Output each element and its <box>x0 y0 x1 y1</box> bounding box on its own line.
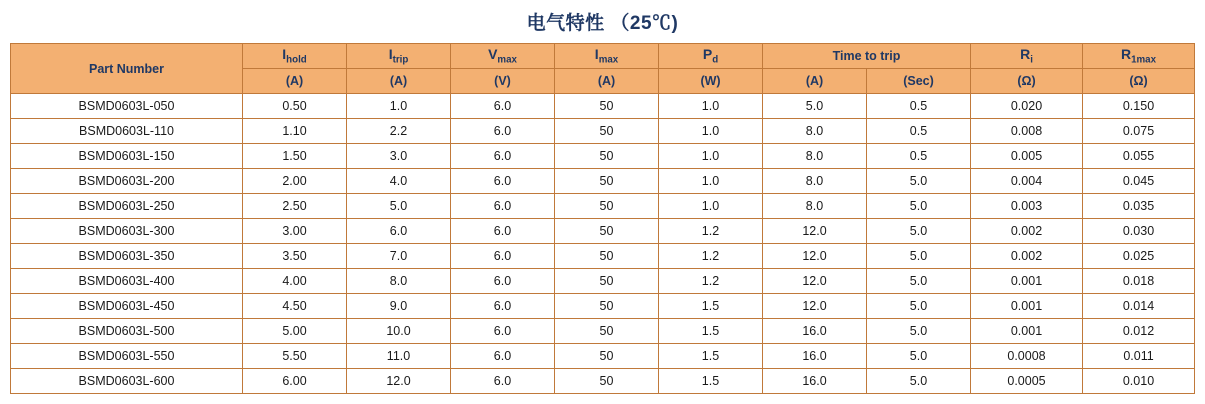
table-row <box>11 194 1195 219</box>
table-row <box>11 269 1195 294</box>
unit-vmax: (V) <box>451 69 555 94</box>
cell-tta: 8.0 <box>763 169 867 194</box>
cell-vmax: 6.0 <box>451 144 555 169</box>
column-header-time-to-trip: Time to trip <box>763 44 971 69</box>
cell-part: BSMD0603L-350 <box>11 244 243 269</box>
cell-ttb: 5.0 <box>867 219 971 244</box>
page-title: 电气特性 （25℃) <box>526 13 679 34</box>
column-header-imax <box>555 44 659 69</box>
cell-vmax: 6.0 <box>451 294 555 319</box>
cell-imax: 50 <box>555 344 659 369</box>
cell-pd: 1.2 <box>659 219 763 244</box>
cell-ihold: 3.50 <box>243 244 347 269</box>
table-row <box>11 344 1195 369</box>
cell-ri: 0.001 <box>971 294 1083 319</box>
pd-symbol: P <box>702 46 713 63</box>
cell-ihold: 3.00 <box>243 219 347 244</box>
cell-imax: 50 <box>555 219 659 244</box>
unit-r1max: (Ω) <box>1083 69 1195 94</box>
cell-itrip: 5.0 <box>347 194 451 219</box>
cell-imax: 50 <box>555 144 659 169</box>
cell-ttb: 5.0 <box>867 194 971 219</box>
unit-itrip: (A) <box>347 69 451 94</box>
pd-subscript: d <box>712 54 719 66</box>
table-row <box>11 319 1195 344</box>
cell-part: BSMD0603L-600 <box>11 369 243 394</box>
cell-ttb: 5.0 <box>867 369 971 394</box>
table-row <box>11 369 1195 394</box>
cell-ihold: 4.00 <box>243 269 347 294</box>
ri-symbol: R <box>1020 46 1031 63</box>
cell-vmax: 6.0 <box>451 344 555 369</box>
cell-ttb: 0.5 <box>867 144 971 169</box>
itrip-symbol: I <box>388 46 393 63</box>
cell-imax: 50 <box>555 194 659 219</box>
cell-pd: 1.2 <box>659 269 763 294</box>
cell-imax: 50 <box>555 294 659 319</box>
table-row <box>11 119 1195 144</box>
cell-r1max: 0.012 <box>1083 319 1195 344</box>
cell-r1max: 0.075 <box>1083 119 1195 144</box>
cell-r1max: 0.035 <box>1083 194 1195 219</box>
vmax-subscript: max <box>497 54 517 66</box>
cell-tta: 16.0 <box>763 369 867 394</box>
cell-vmax: 6.0 <box>451 244 555 269</box>
cell-part: BSMD0603L-050 <box>11 94 243 119</box>
cell-pd: 1.5 <box>659 294 763 319</box>
cell-part: BSMD0603L-500 <box>11 319 243 344</box>
cell-ri: 0.001 <box>971 269 1083 294</box>
cell-itrip: 12.0 <box>347 369 451 394</box>
cell-itrip: 9.0 <box>347 294 451 319</box>
unit-time-to-trip-seconds: (Sec) <box>867 69 971 94</box>
cell-vmax: 6.0 <box>451 219 555 244</box>
column-header-r1max <box>1083 44 1195 69</box>
cell-ttb: 5.0 <box>867 294 971 319</box>
cell-ri: 0.003 <box>971 194 1083 219</box>
column-header-ihold <box>243 44 347 69</box>
cell-pd: 1.2 <box>659 244 763 269</box>
column-header-ri <box>971 44 1083 69</box>
cell-itrip: 2.2 <box>347 119 451 144</box>
cell-ihold: 4.50 <box>243 294 347 319</box>
cell-tta: 5.0 <box>763 94 867 119</box>
table-head <box>11 44 1195 94</box>
cell-tta: 16.0 <box>763 344 867 369</box>
cell-r1max: 0.150 <box>1083 94 1195 119</box>
cell-part: BSMD0603L-450 <box>11 294 243 319</box>
cell-imax: 50 <box>555 244 659 269</box>
cell-tta: 12.0 <box>763 269 867 294</box>
cell-pd: 1.0 <box>659 94 763 119</box>
cell-ttb: 5.0 <box>867 244 971 269</box>
cell-vmax: 6.0 <box>451 269 555 294</box>
cell-ttb: 5.0 <box>867 344 971 369</box>
ri-subscript: i <box>1030 54 1033 66</box>
cell-part: BSMD0603L-300 <box>11 219 243 244</box>
cell-imax: 50 <box>555 269 659 294</box>
column-header-pd <box>659 44 763 69</box>
cell-ihold: 2.50 <box>243 194 347 219</box>
cell-pd: 1.5 <box>659 344 763 369</box>
cell-ri: 0.020 <box>971 94 1083 119</box>
cell-ttb: 5.0 <box>867 169 971 194</box>
cell-ri: 0.002 <box>971 219 1083 244</box>
table-row <box>11 244 1195 269</box>
cell-r1max: 0.025 <box>1083 244 1195 269</box>
cell-tta: 12.0 <box>763 219 867 244</box>
cell-vmax: 6.0 <box>451 119 555 144</box>
cell-ihold: 1.50 <box>243 144 347 169</box>
cell-itrip: 11.0 <box>347 344 451 369</box>
ihold-symbol: I <box>282 46 287 63</box>
cell-ihold: 2.00 <box>243 169 347 194</box>
cell-tta: 8.0 <box>763 194 867 219</box>
cell-imax: 50 <box>555 369 659 394</box>
cell-pd: 1.5 <box>659 369 763 394</box>
cell-part: BSMD0603L-250 <box>11 194 243 219</box>
cell-itrip: 10.0 <box>347 319 451 344</box>
cell-itrip: 8.0 <box>347 269 451 294</box>
column-header-part-number: Part Number <box>11 44 243 94</box>
table-body <box>11 94 1195 394</box>
unit-time-to-trip-current: (A) <box>763 69 867 94</box>
imax-subscript: max <box>598 54 619 66</box>
cell-tta: 12.0 <box>763 244 867 269</box>
table-row <box>11 169 1195 194</box>
unit-imax: (A) <box>555 69 659 94</box>
vmax-symbol: V <box>488 46 498 63</box>
cell-ihold: 6.00 <box>243 369 347 394</box>
cell-tta: 12.0 <box>763 294 867 319</box>
cell-part: BSMD0603L-110 <box>11 119 243 144</box>
r1max-symbol: R <box>1120 46 1132 63</box>
cell-vmax: 6.0 <box>451 369 555 394</box>
table-row <box>11 94 1195 119</box>
cell-ri: 0.008 <box>971 119 1083 144</box>
cell-pd: 1.0 <box>659 169 763 194</box>
cell-vmax: 6.0 <box>451 319 555 344</box>
cell-ttb: 5.0 <box>867 269 971 294</box>
cell-r1max: 0.045 <box>1083 169 1195 194</box>
unit-pd: (W) <box>659 69 763 94</box>
cell-r1max: 0.018 <box>1083 269 1195 294</box>
cell-imax: 50 <box>555 169 659 194</box>
cell-r1max: 0.011 <box>1083 344 1195 369</box>
cell-itrip: 6.0 <box>347 219 451 244</box>
cell-imax: 50 <box>555 119 659 144</box>
cell-ttb: 0.5 <box>867 94 971 119</box>
column-header-itrip <box>347 44 451 69</box>
cell-ttb: 5.0 <box>867 319 971 344</box>
cell-r1max: 0.010 <box>1083 369 1195 394</box>
cell-ri: 0.0008 <box>971 344 1083 369</box>
cell-tta: 16.0 <box>763 319 867 344</box>
cell-pd: 1.0 <box>659 119 763 144</box>
cell-ihold: 0.50 <box>243 94 347 119</box>
cell-part: BSMD0603L-150 <box>11 144 243 169</box>
cell-vmax: 6.0 <box>451 194 555 219</box>
cell-tta: 8.0 <box>763 144 867 169</box>
header-row-symbols <box>11 44 1195 69</box>
table-row <box>11 294 1195 319</box>
cell-itrip: 3.0 <box>347 144 451 169</box>
table-row <box>11 219 1195 244</box>
cell-tta: 8.0 <box>763 119 867 144</box>
unit-ri: (Ω) <box>971 69 1083 94</box>
cell-ihold: 5.50 <box>243 344 347 369</box>
cell-r1max: 0.055 <box>1083 144 1195 169</box>
column-header-vmax <box>451 44 555 69</box>
r1max-subscript: 1max <box>1131 54 1157 66</box>
cell-ihold: 5.00 <box>243 319 347 344</box>
cell-pd: 1.0 <box>659 194 763 219</box>
cell-ttb: 0.5 <box>867 119 971 144</box>
cell-ri: 0.001 <box>971 319 1083 344</box>
cell-itrip: 4.0 <box>347 169 451 194</box>
electrical-characteristics-table <box>10 43 1195 394</box>
ihold-subscript: hold <box>286 54 307 66</box>
itrip-subscript: trip <box>392 54 409 66</box>
cell-pd: 1.0 <box>659 144 763 169</box>
cell-ri: 0.005 <box>971 144 1083 169</box>
cell-part: BSMD0603L-550 <box>11 344 243 369</box>
cell-itrip: 7.0 <box>347 244 451 269</box>
cell-imax: 50 <box>555 319 659 344</box>
cell-ihold: 1.10 <box>243 119 347 144</box>
cell-part: BSMD0603L-200 <box>11 169 243 194</box>
cell-ri: 0.002 <box>971 244 1083 269</box>
unit-ihold: (A) <box>243 69 347 94</box>
cell-ri: 0.0005 <box>971 369 1083 394</box>
cell-vmax: 6.0 <box>451 169 555 194</box>
table-row <box>11 144 1195 169</box>
cell-r1max: 0.030 <box>1083 219 1195 244</box>
cell-itrip: 1.0 <box>347 94 451 119</box>
cell-pd: 1.5 <box>659 319 763 344</box>
cell-vmax: 6.0 <box>451 94 555 119</box>
cell-r1max: 0.014 <box>1083 294 1195 319</box>
cell-imax: 50 <box>555 94 659 119</box>
imax-symbol: I <box>594 46 599 63</box>
cell-part: BSMD0603L-400 <box>11 269 243 294</box>
cell-ri: 0.004 <box>971 169 1083 194</box>
